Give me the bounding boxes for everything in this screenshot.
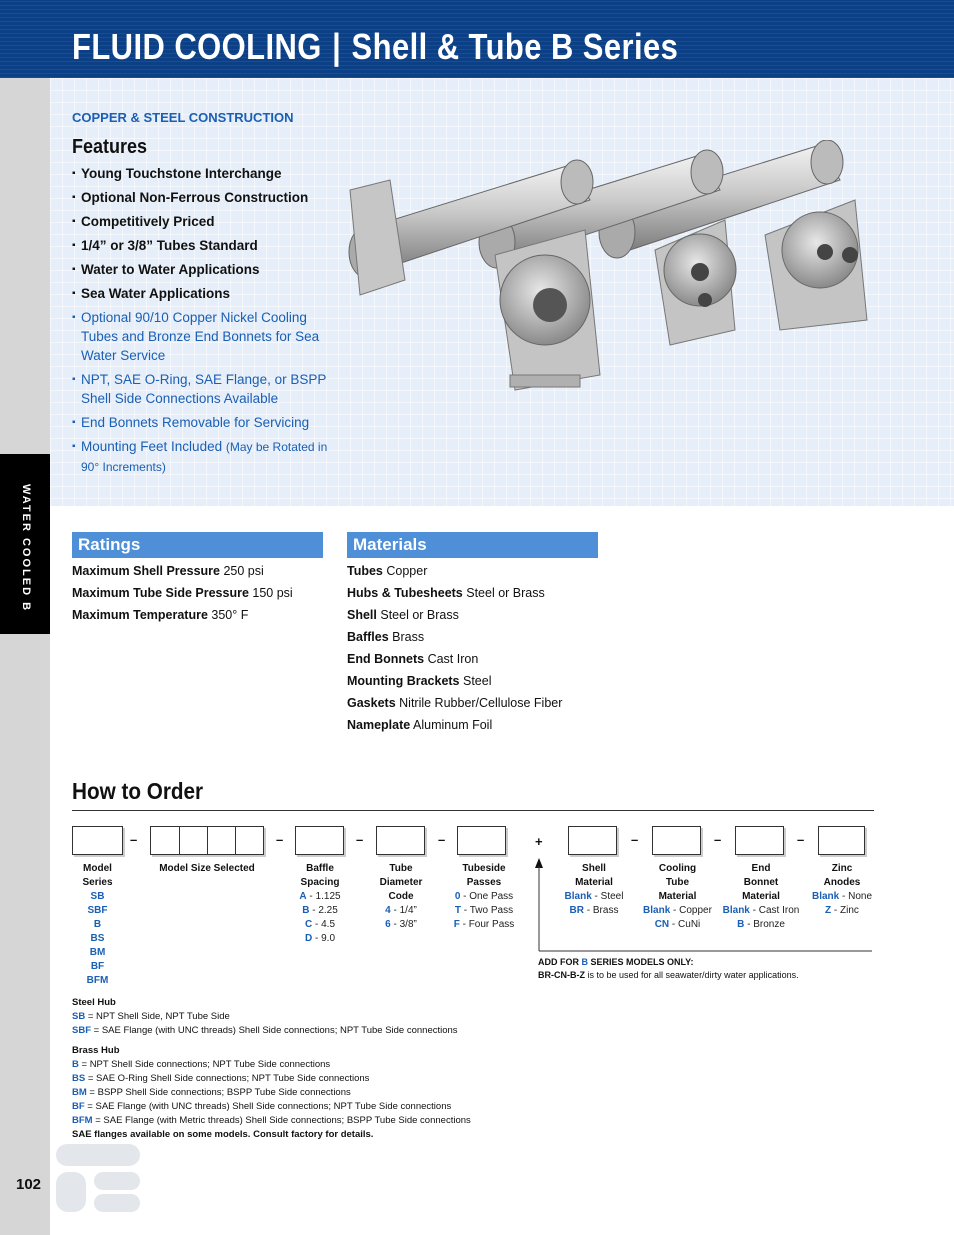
baffle-spacing-column: Baffle Spacing A - 1.125 B - 2.25 C - 4.5 D - 9.0 <box>299 863 341 944</box>
tubeside-passes-column: Tubeside Passes 0 - One Pass T - Two Pass F - Four Pass <box>453 863 515 930</box>
material-row: Gaskets Nitrile Rubber/Cellulose Fiber <box>347 696 563 710</box>
feature-item: ▪ Water to Water Applications <box>72 260 332 279</box>
shell-material-box <box>568 826 617 855</box>
cooling-tube-box <box>652 826 701 855</box>
dash: – <box>130 832 138 847</box>
construction-subheading: COPPER & STEEL CONSTRUCTION <box>72 110 294 125</box>
rating-row: Maximum Tube Side Pressure 150 psi <box>72 586 293 600</box>
dash: – <box>276 832 284 847</box>
material-row: End Bonnets Cast Iron <box>347 652 479 666</box>
feature-item: ▪ Mounting Feet Included (May be Rotated in 90° Increments) <box>72 437 332 477</box>
model-series-notes <box>72 996 471 1142</box>
left-margin-bar <box>0 78 50 1235</box>
note-row: SB = NPT Shell Side, NPT Tube Side <box>72 1011 230 1022</box>
section-tab <box>0 454 50 634</box>
b-series-note: ADD FOR B SERIES MODELS ONLY: BR-CN-B-Z is to be used for all seawater/dirty water applications. <box>538 957 799 980</box>
tube-diameter-column: Tube Diameter Code 4 - 1/4” 6 - 3/8” <box>379 863 423 930</box>
heat-exchanger-photo <box>345 140 885 400</box>
model-series-column: Model Series SB SBF B BS BM BF BFM <box>82 863 113 986</box>
feature-item: ▪ NPT, SAE O-Ring, SAE Flange, or BSPP Shell Side Connections Available <box>72 370 332 408</box>
end-bonnet-column: End Bonnet Material Blank - Cast Iron B - Bronze <box>722 863 800 930</box>
material-row: Hubs & Tubesheets Steel or Brass <box>347 586 545 600</box>
dash: – <box>438 832 446 847</box>
divider <box>72 810 874 811</box>
material-row: Baffles Brass <box>347 630 425 644</box>
watermark-logo <box>56 1140 140 1214</box>
page-title: FLUID COOLING | Shell & Tube B Series <box>72 26 679 67</box>
dash: – <box>631 832 639 847</box>
model-size-column: Model Size Selected <box>159 863 255 874</box>
feature-item: ▪ End Bonnets Removable for Servicing <box>72 413 332 432</box>
material-row: Shell Steel or Brass <box>347 608 459 622</box>
plus-sign: + <box>535 834 543 849</box>
dash: – <box>356 832 364 847</box>
features-heading: Features <box>72 136 148 158</box>
feature-item: ▪ Competitively Priced <box>72 212 332 231</box>
material-row: Mounting Brackets Steel <box>347 674 492 688</box>
note-row: BFM = SAE Flange (with Metric threads) Shell Side connections; BSPP Tube Side connections <box>72 1115 471 1126</box>
section-tab-label: WATER COOLED B <box>20 484 32 613</box>
zinc-anodes-box <box>818 826 865 855</box>
note-row: BF = SAE Flange (with UNC threads) Shell Side connections; NPT Tube Side connections <box>72 1101 452 1112</box>
rating-row: Maximum Temperature 350° F <box>72 608 249 622</box>
feature-item: ▪ Sea Water Applications <box>72 284 332 303</box>
how-to-order-heading: How to Order <box>72 778 204 804</box>
shell-material-column: Shell Material Blank - Steel BR - Brass <box>564 863 624 916</box>
note-row: BS = SAE O-Ring Shell Side connections; NPT Tube Side connections <box>72 1073 370 1084</box>
ratings-heading: Ratings <box>72 532 323 558</box>
brass-hub-heading: Brass Hub <box>72 1045 120 1056</box>
dash: – <box>714 832 722 847</box>
rating-row: Maximum Shell Pressure 250 psi <box>72 564 264 578</box>
end-bonnet-box <box>735 826 784 855</box>
note-row: SBF = SAE Flange (with UNC threads) Shell Side connections; NPT Tube Side connections <box>72 1025 458 1036</box>
material-row: Tubes Copper <box>347 564 428 578</box>
feature-item: ▪ Optional 90/10 Copper Nickel Cooling Tubes and Bronze End Bonnets for Sea Water Service <box>72 308 332 365</box>
sae-flange-note: SAE flanges available on some models. Consult factory for details. <box>72 1129 374 1140</box>
model-size-box <box>150 826 264 855</box>
features-list <box>72 164 332 482</box>
materials-list <box>347 560 562 736</box>
feature-item: ▪ 1/4” or 3/8” Tubes Standard <box>72 236 332 255</box>
tubeside-box <box>457 826 506 855</box>
note-row: B = NPT Shell Side connections; NPT Tube Side connections <box>72 1059 331 1070</box>
material-row: Nameplate Aluminum Foil <box>347 718 493 732</box>
ratings-list <box>72 560 293 626</box>
model-series-box <box>72 826 123 855</box>
cooling-tube-column: Cooling Tube Material Blank - Copper CN - CuNi <box>643 863 712 930</box>
title-banner <box>0 0 954 78</box>
materials-heading: Materials <box>347 532 598 558</box>
tube-diameter-box <box>376 826 425 855</box>
note-row: BM = BSPP Shell Side connections; BSPP Tube Side connections <box>72 1087 351 1098</box>
zinc-anodes-column: Zinc Anodes Blank - None Z - Zinc <box>811 863 873 916</box>
feature-item: ▪ Young Touchstone Interchange <box>72 164 332 183</box>
page-number: 102 <box>16 1176 42 1193</box>
baffle-box <box>295 826 344 855</box>
steel-hub-heading: Steel Hub <box>72 997 116 1008</box>
dash: – <box>797 832 805 847</box>
feature-item: ▪ Optional Non-Ferrous Construction <box>72 188 332 207</box>
